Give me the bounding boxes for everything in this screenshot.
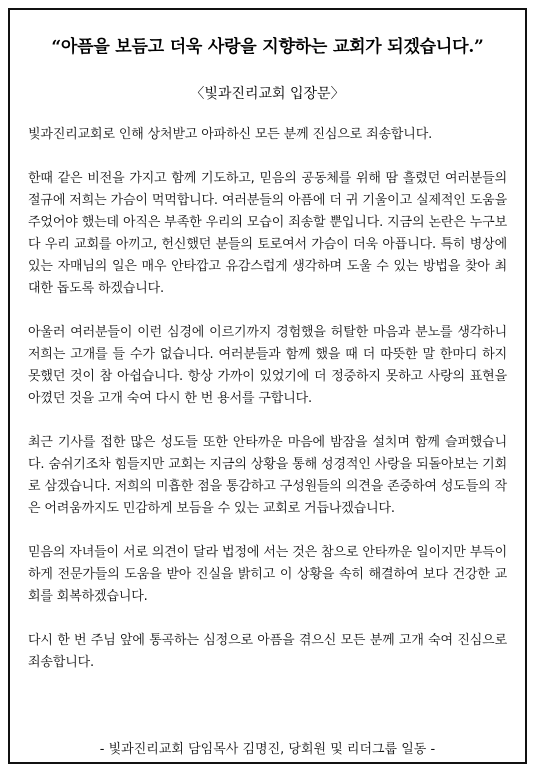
paragraph-5: 믿음의 자녀들이 서로 의견이 달라 법정에 서는 것은 참으로 안타까운 일이지만 부득이하게 전문가들의 도움을 받아 진실을 밝히고 이 상황을 속히 해결하여 보다 건강한 교회를 회복하겠습니다.	[28, 545, 507, 604]
paragraph-1: 빛과진리교회로 인해 상처받고 아파하신 모든 분께 진심으로 죄송합니다.	[28, 127, 433, 142]
headline: “아픔을 보듬고 더욱 사랑을 지향하는 교회가 되겠습니다.”	[51, 37, 484, 57]
paragraph-3: 아울러 여러분들이 이런 심경에 이르기까지 경험했을 허탈한 마음과 분노를 생각하니 저희는 고개를 들 수가 없습니다. 여러분들과 함께 했을 때 더 따뜻한 말 한마디 하지 못했던 것이 참 아쉽습니다. 항상 가까이 있었기에 더 정중하지 못하고 사랑의 표현을 아꼈던 것을 고개 숙여 다시 한 번 용서를 구합니다.	[28, 325, 507, 406]
paragraph-2: 한때 같은 비전을 가지고 함께 기도하고, 믿음의 공동체를 위해 땀 흘렸던 여러분들의 절규에 저희는 가슴이 먹먹합니다. 여러분들의 아픔에 더 귀 기울이고 실제적인 도움을 주었어야 했는데 아직은 부족한 우리의 모습이 죄송할 뿐입니다. 지금의 논란은 누구보다 우리 교회를 아끼고, 헌신했던 분들의 토로여서 가슴이 더욱 아픕니다. 특히 병상에 있는 자매님의 일은 매우 안타깝고 유감스럽게 생각하며 도울 수 있는 방법을 찾아 최대한 돕도록 하겠습니다.	[28, 171, 507, 296]
statement-body	[28, 124, 507, 696]
statement-subtitle: 〈빛과진리교회 입장문〉	[190, 86, 345, 102]
paragraph-4: 최근 기사를 접한 많은 성도들 또한 안타까운 마음에 밤잠을 설치며 함께 슬퍼했습니다. 숨쉬기조차 힘들지만 교회는 지금의 상황을 통해 성경적인 사랑을 되돌아보는 기회로 삼겠습니다. 저희의 미흡한 점을 통감하고 구성원들의 의견을 존중하여 성도들의 작은 어려움까지도 민감하게 보듬을 수 있는 교회로 거듭나겠습니다.	[28, 435, 507, 516]
paragraph-6: 다시 한 번 주님 앞에 통곡하는 심정으로 아픔을 겪으신 모든 분께 고개 숙여 진심으로 죄송합니다.	[28, 633, 507, 670]
signature: - 빛과진리교회 담임목사 김명진, 당회원 및 리더그룹 일동 -	[99, 742, 436, 757]
statement-frame	[8, 8, 527, 764]
